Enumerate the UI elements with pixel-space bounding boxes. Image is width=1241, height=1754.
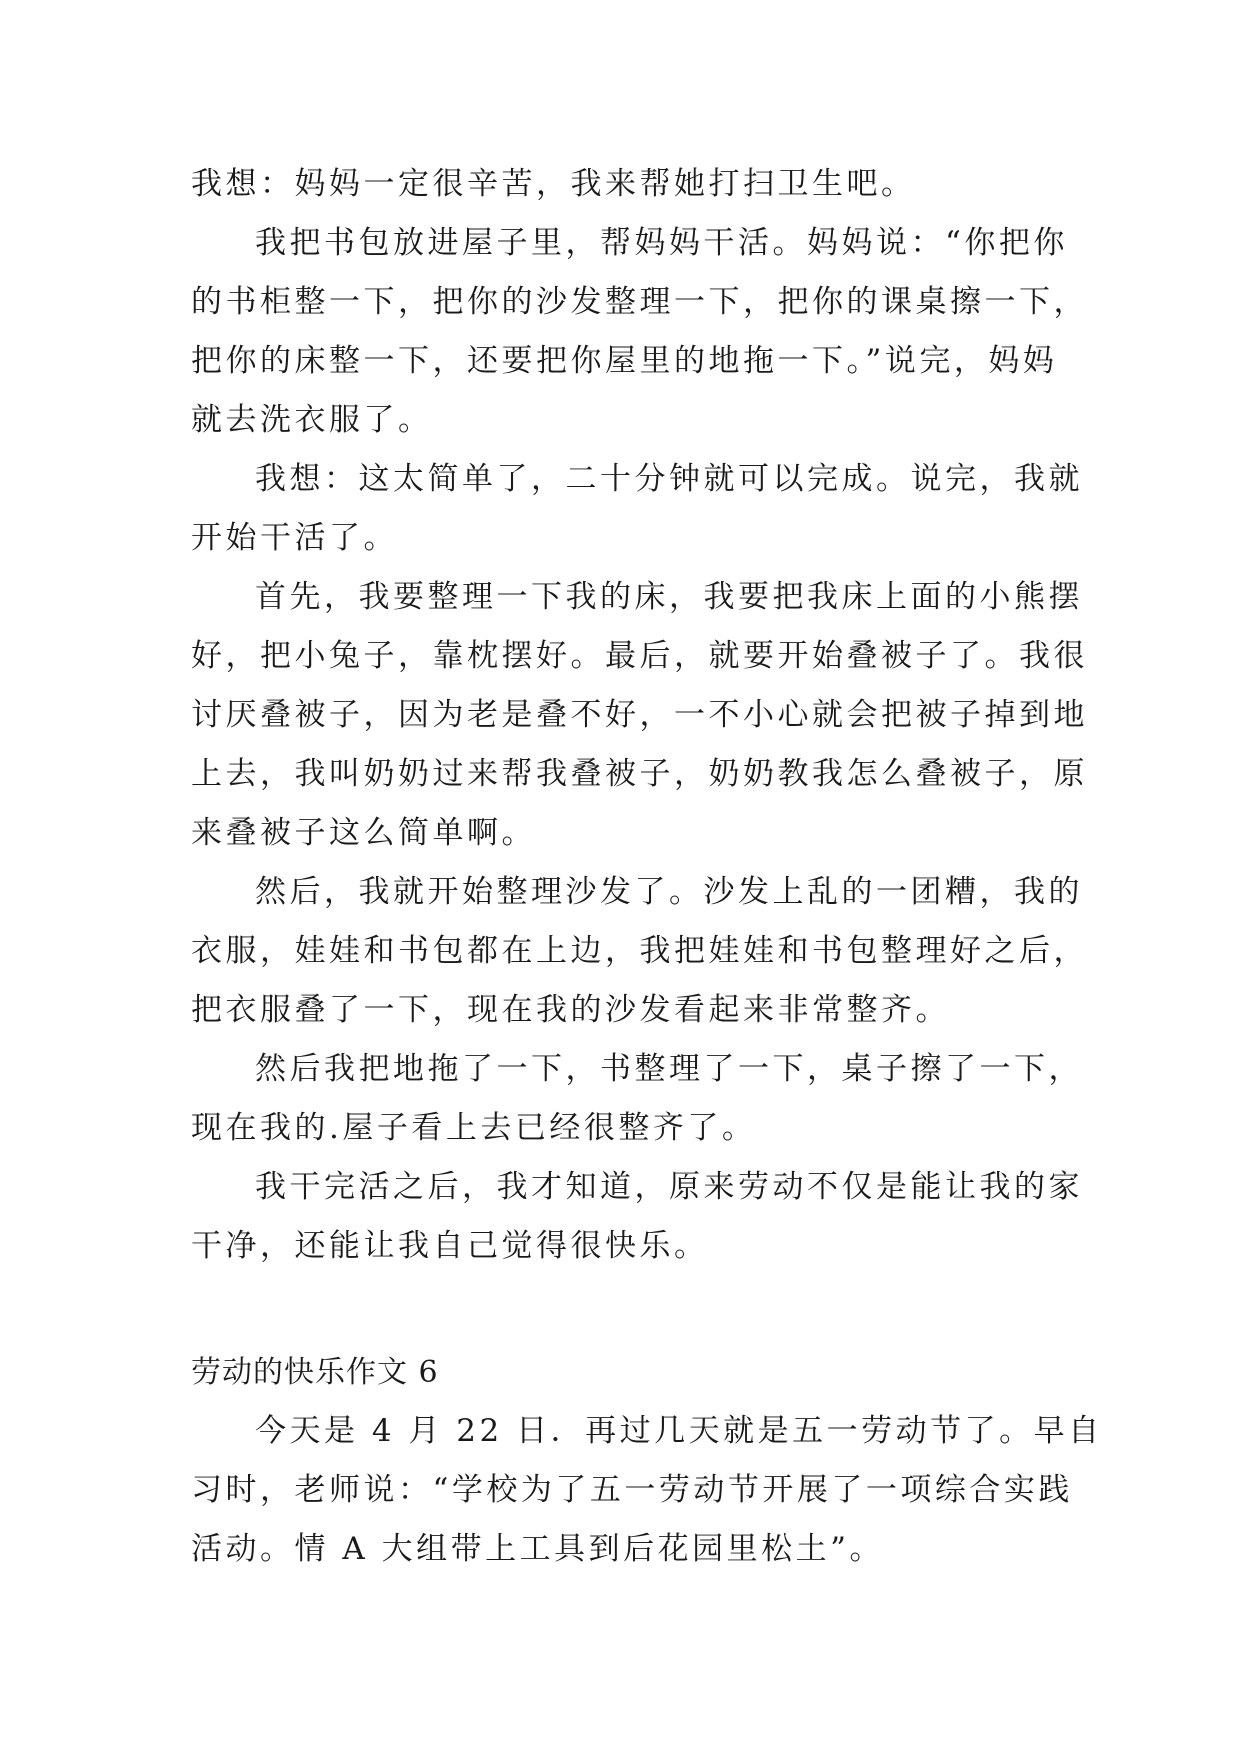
text-line: 讨厌叠被子，因为老是叠不好，一不小心就会把被子掉到地 bbox=[191, 697, 1088, 733]
text-line: 干净，还能让我自己觉得很快乐。 bbox=[191, 1228, 709, 1264]
text-line: 我想：这太简单了，二十分钟就可以完成。说完，我就 bbox=[255, 461, 1083, 497]
text-line: 习时，老师说：“学校为了五一劳动节开展了一项综合实践 bbox=[191, 1472, 1073, 1508]
text-line: 现在我的.屋子看上去已经很整齐了。 bbox=[191, 1110, 757, 1146]
text-line: 把衣服叠了一下，现在我的沙发看起来非常整齐。 bbox=[191, 992, 950, 1028]
section-gap bbox=[191, 1276, 1061, 1343]
text-line: 我干完活之后，我才知道，原来劳动不仅是能让我的家 bbox=[255, 1169, 1083, 1205]
text-line: 我把书包放进屋子里，帮妈妈干活。妈妈说：“你把你 bbox=[255, 225, 1068, 261]
text-line: 的书柜整一下，把你的沙发整理一下，把你的课桌擦一下， bbox=[191, 284, 1088, 320]
text-line: 活动。情 A 大组带上工具到后花园里松土”。 bbox=[191, 1531, 884, 1567]
text-line: 然后，我就开始整理沙发了。沙发上乱的一团糟，我的 bbox=[255, 874, 1083, 910]
text-line: 我想：妈妈一定很辛苦，我来帮她打扫卫生吧。 bbox=[191, 166, 916, 202]
text-line: 上去，我叫奶奶过来帮我叠被子，奶奶教我怎么叠被子，原 bbox=[191, 756, 1088, 792]
text-line: 把你的床整一下，还要把你屋里的地拖一下。”说完，妈妈 bbox=[191, 343, 1058, 379]
essay-title: 劳动的快乐作文 6 bbox=[191, 1355, 439, 1390]
text-line: 衣服，娃娃和书包都在上边，我把娃娃和书包整理好之后， bbox=[191, 933, 1088, 969]
text-line: 首先，我要整理一下我的床，我要把我床上面的小熊摆 bbox=[255, 579, 1083, 615]
text-line: 开始干活了。 bbox=[191, 520, 398, 556]
text-line: 好，把小兔子，靠枕摆好。最后，就要开始叠被子了。我很 bbox=[191, 638, 1088, 674]
text-line: 来叠被子这么简单啊。 bbox=[191, 815, 536, 851]
text-line: 然后我把地拖了一下，书整理了一下，桌子擦了一下， bbox=[255, 1051, 1083, 1087]
text-line: 就去洗衣服了。 bbox=[191, 402, 433, 438]
text-line: 今天是 4 月 22 日．再过几天就是五一劳动节了。早自 bbox=[255, 1413, 1103, 1449]
document-page bbox=[191, 155, 1103, 1579]
